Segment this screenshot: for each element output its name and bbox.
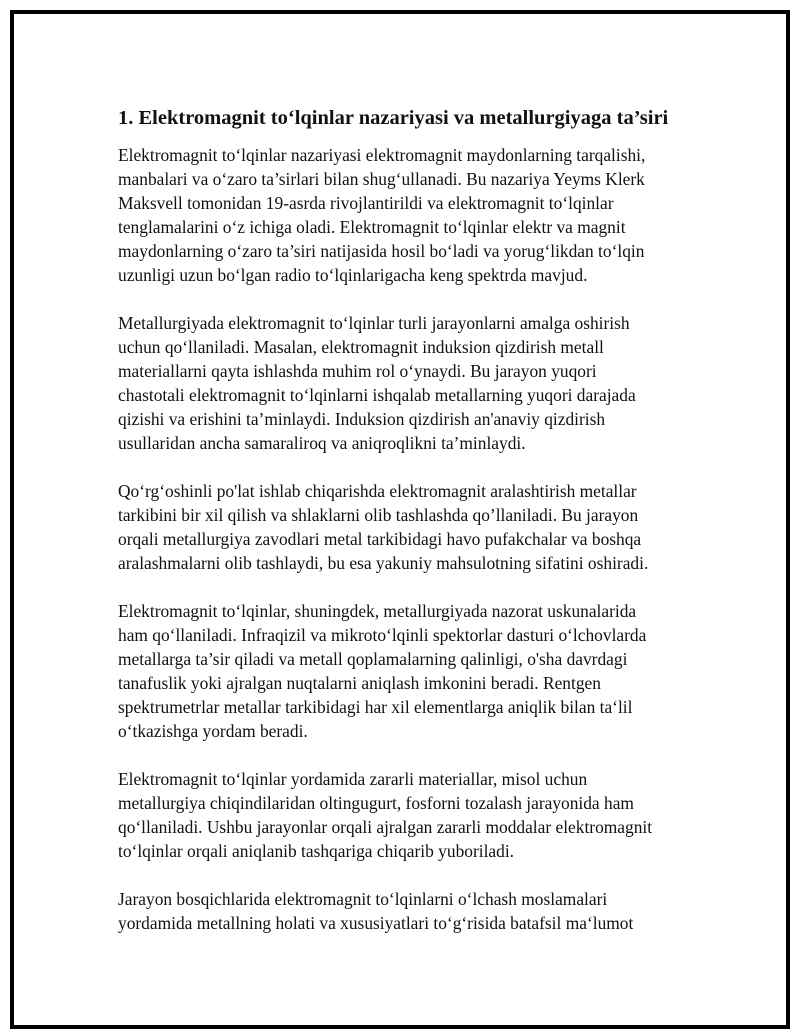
paragraph-4: Elektromagnit to‘lqinlar, shuningdek, metallurgiyada nazorat uskunalarida ham qo‘llaniladi. Infraqizil va mikroto‘lqinli spektorlar dasturi o‘lchovlarda metallarga ta’sir qiladi va metall qoplamalarning qalinligi, o'sha davrdagi tanafuslik yoki ajralgan nuqtalarni aniqlash imkonini beradi. Rentgen spektrumetrlar metallar tarkibidagi har xil elementlarga aniqlik bilan ta‘lil o‘tkazishga yordam beradi. [118, 601, 647, 741]
section-heading: 1. Elektromagnit to‘lqinlar nazariyasi va metallurgiyaga ta’siri [118, 107, 669, 129]
paragraph-3: Qo‘rg‘oshinli po'lat ishlab chiqarishda elektromagnit aralashtirish metallar tarkibini bir xil qilish va shlaklarni olib tashlashda qo’llaniladi. Bu jarayon orqali metallurgiya zavodlari metal tarkibidagi havo pufakchalar va boshqa aralashmalarni olib tashlaydi, bu esa yakuniy mahsulotning sifatini oshiradi. [118, 481, 649, 573]
page-border [10, 10, 790, 1029]
paragraph-1: Elektromagnit to‘lqinlar nazariyasi elektromagnit maydonlarning tarqalishi, manbalari va o‘zaro ta’sirlari bilan shug‘ullanadi. Bu nazariya Yeyms Klerk Maksvell tomonidan 19-asrda rivojlantirildi va elektromagnit to‘lqinlar tenglamalarini o‘z ichiga oladi. Elektromagnit to‘lqinlar elektr va magnit maydonlarning o‘zaro ta’siri natijasida hosil bo‘ladi va yorug‘likdan to‘lqin uzunligi uzun bo‘lgan radio to‘lqinlarigacha keng spektrda mavjud. [118, 145, 646, 285]
paragraph-6: Jarayon bosqichlarida elektromagnit to‘lqinlarni o‘lchash moslamalari yordamida metallning holati va xususiyatlari to‘g‘risida batafsil ma‘lumot [118, 889, 634, 933]
document-body [118, 105, 703, 959]
paragraph-5: Elektromagnit to‘lqinlar yordamida zararli materiallar, misol uchun metallurgiya chiqindilaridan oltingugurt, fosforni tozalash jarayonida ham qo‘llaniladi. Ushbu jarayonlar orqali ajralgan zararli moddalar elektromagnit to‘lqinlar orqali aniqlanib tashqariga chiqarib yuboriladi. [118, 769, 653, 861]
paragraph-2: Metallurgiyada elektromagnit to‘lqinlar turli jarayonlarni amalga oshirish uchun qo‘llaniladi. Masalan, elektromagnit induksion qizdirish metall materiallarni qayta ishlashda muhim rol o‘ynaydi. Bu jarayon yuqori chastotali elektromagnit to‘lqinlarni ishqalab metallarning yuqori darajada qizishi va erishini ta’minlaydi. Induksion qizdirish an'anaviy qizdirish usullaridan ancha samaraliroq va aniqroqlikni ta’minlaydi. [118, 313, 636, 453]
